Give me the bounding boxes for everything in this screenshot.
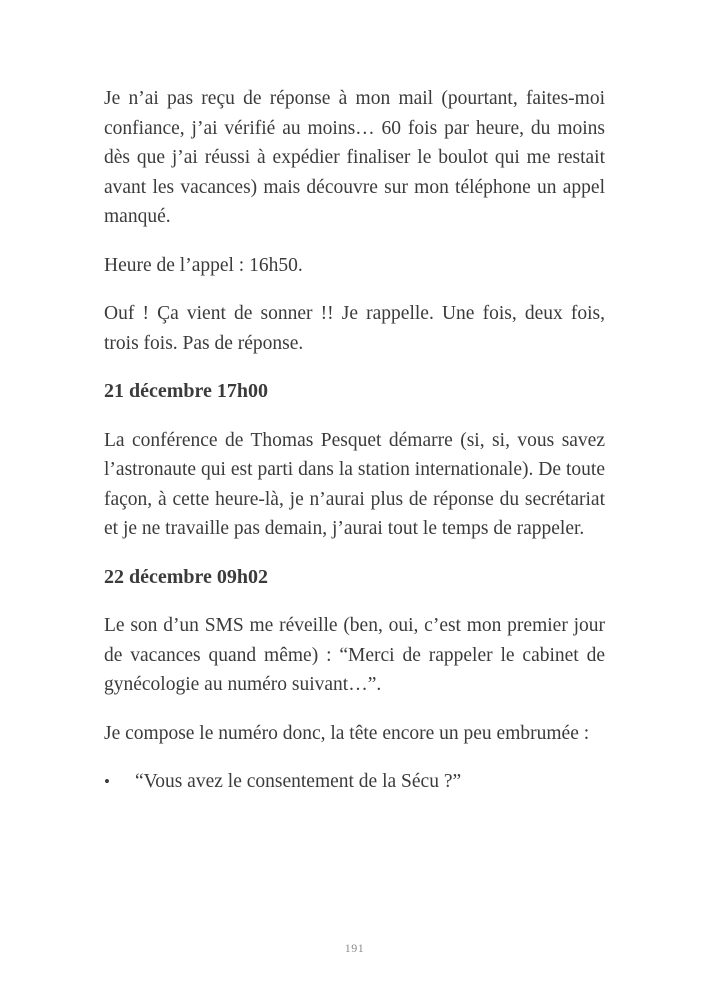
paragraph-ringing: Ouf ! Ça vient de sonner !! Je rappelle. Une fois, deux fois, trois fois. Pas de réponse. xyxy=(104,303,605,354)
page-number: 191 xyxy=(344,941,365,955)
heading-date-21-december: 21 décembre 17h00 xyxy=(104,380,269,402)
bullet-icon: • xyxy=(104,772,110,791)
bullet-list-item xyxy=(104,767,605,797)
heading-date-22-december: 22 décembre 09h02 xyxy=(104,565,269,588)
bullet-item-quote: “Vous avez le consentement de la Sécu ?” xyxy=(135,771,462,792)
paragraph-missed-call: Je n’ai pas reçu de réponse à mon mail (pourtant, faites-moi confiance, j’ai vérifié au moins… 60 fois par heure, du moins dès que j’ai réussi à expédier finaliser le boulot qui me restait avant les vacances) mais découvre sur mon téléphone un appel manqué. xyxy=(104,88,605,227)
paragraph-dialing: Je compose le numéro donc, la tête encore un peu embrumée : xyxy=(104,722,590,744)
book-page-content xyxy=(104,84,605,816)
paragraph-conference: La conférence de Thomas Pesquet démarre (si, si, vous savez l’astronaute qui est parti dans la station internationale). De toute façon, à cette heure-là, je n’aurai plus de réponse du secrétariat et je ne travaille pas demain, j’aurai tout le temps de rappeler. xyxy=(104,429,605,539)
paragraph-call-time: Heure de l’appel : 16h50. xyxy=(104,254,303,276)
paragraph-sms-wakeup: Le son d’un SMS me réveille (ben, oui, c’est mon premier jour de vacances quand même) : “Merci de rappeler le cabinet de gynécologie au numéro suivant…”. xyxy=(104,615,605,695)
